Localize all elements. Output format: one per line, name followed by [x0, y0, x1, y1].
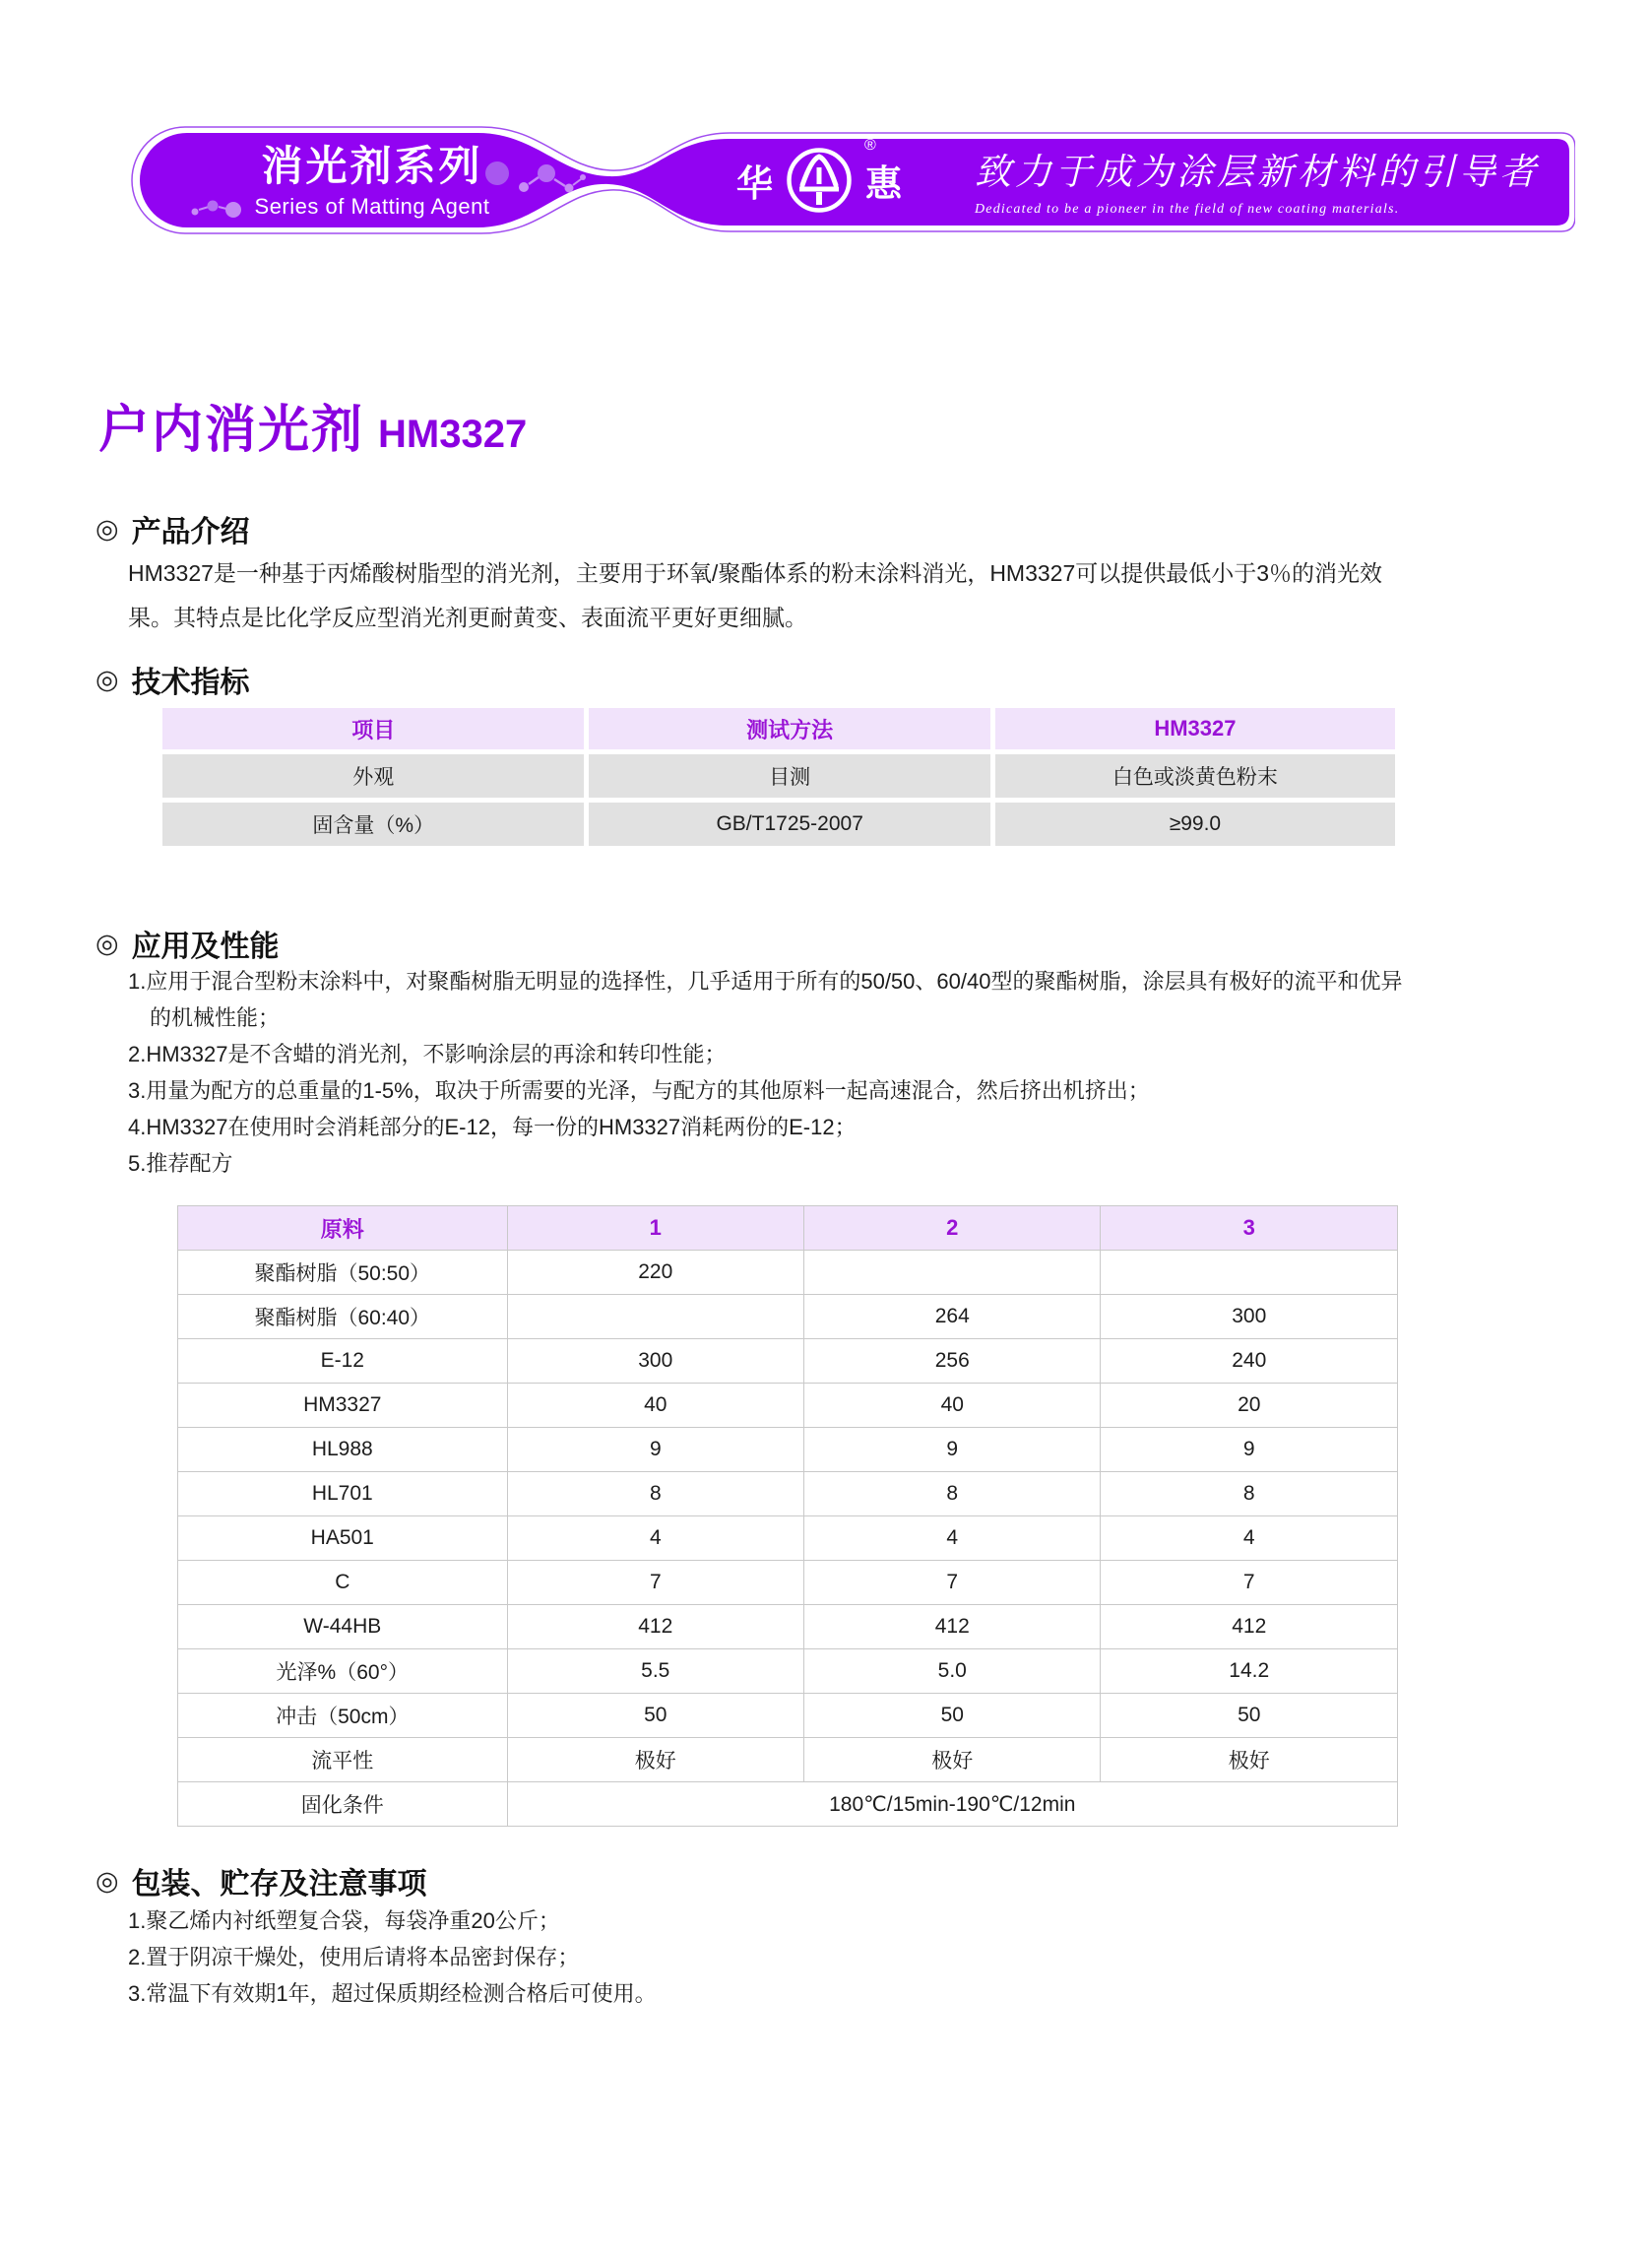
- formulation-row: [178, 1649, 1398, 1694]
- company-logo: [736, 124, 902, 236]
- application-item: 2.HM3327是不含蜡的消光剂，不影响涂层的再涂和转印性能；: [128, 1042, 727, 1066]
- application-item: 4.HM3327在使用时会消耗部分的E-12，每一份的HM3327消耗两份的E-12；: [128, 1115, 857, 1139]
- application-item: 1.应用于混合型粉末涂料中，对聚酯树脂无明显的选择性，几乎适用于所有的50/50、60/40型的聚酯树脂，涂层具有极好的流平和优异的机械性能；: [128, 969, 1403, 1030]
- application-list: [128, 963, 1418, 1182]
- formulation-cell: 40: [804, 1384, 1101, 1428]
- formulation-cell: 50: [507, 1694, 803, 1738]
- spec-row: [162, 803, 1395, 846]
- header-banner: [84, 124, 1575, 236]
- formulation-table: [177, 1205, 1398, 1827]
- section-marker-icon: ◎: [95, 928, 119, 958]
- formulation-cell: 冲击（50cm）: [178, 1694, 508, 1738]
- section-heading-packaging: [95, 1859, 427, 1902]
- logo-emblem-icon: [780, 141, 858, 220]
- spec-row: [162, 754, 1395, 798]
- formulation-cure-row: [178, 1782, 1398, 1827]
- packaging-list: [128, 1902, 1418, 2012]
- formulation-cell: 7: [1101, 1561, 1398, 1605]
- formulation-cell: 412: [1101, 1605, 1398, 1649]
- formulation-col-header: 2: [804, 1206, 1101, 1251]
- page-title-zh: 户内消光剂: [98, 402, 365, 459]
- intro-paragraph: HM3327是一种基于丙烯酸树脂型的消光剂，主要用于环氧/聚酯体系的粉末涂料消光，HM3327可以提供最低小于3％的消光效果。其特点是比化学反应型消光剂更耐黄变、表面流平更好更细腻。: [128, 560, 1383, 630]
- formulation-cell: 流平性: [178, 1738, 508, 1782]
- formulation-cell: 9: [804, 1428, 1101, 1472]
- registered-mark-icon: ®: [864, 137, 876, 154]
- formulation-cell: 7: [804, 1561, 1101, 1605]
- formulation-row: [178, 1472, 1398, 1516]
- application-item: 3.用量为配方的总重量的1-5%，取决于所需要的光泽，与配方的其他原料一起高速混合，然后挤出机挤出；: [128, 1078, 1150, 1103]
- formulation-cell: 4: [1101, 1516, 1398, 1561]
- formulation-row: [178, 1605, 1398, 1649]
- packaging-item: 2.置于阴凉干燥处，使用后请将本品密封保存；: [128, 1945, 580, 1969]
- formulation-row: [178, 1738, 1398, 1782]
- formulation-cell: 极好: [1101, 1738, 1398, 1782]
- formulation-cure-value: 180℃/15min-190℃/12min: [507, 1782, 1397, 1827]
- formulation-row: [178, 1295, 1398, 1339]
- formulation-cell: 固化条件: [178, 1782, 508, 1827]
- formulation-row: [178, 1561, 1398, 1605]
- packaging-heading-label: 包装、贮存及注意事项: [131, 1868, 427, 1901]
- formulation-cell: 5.5: [507, 1649, 803, 1694]
- spec-cell: ≥99.0: [995, 803, 1395, 846]
- formulation-cell: 4: [507, 1516, 803, 1561]
- formulation-cell: 8: [1101, 1472, 1398, 1516]
- section-heading-specs: [95, 658, 250, 701]
- formulation-cell: 9: [507, 1428, 803, 1472]
- application-item: 5.推荐配方: [128, 1151, 233, 1176]
- spec-table: [158, 703, 1400, 851]
- formulation-cell: HL988: [178, 1428, 508, 1472]
- slogan: [975, 142, 1540, 218]
- spec-cell: 固含量（%）: [162, 803, 584, 846]
- formulation-cell: HL701: [178, 1472, 508, 1516]
- formulation-row: [178, 1428, 1398, 1472]
- formulation-cell: W-44HB: [178, 1605, 508, 1649]
- page-title-code: HM3327: [378, 413, 528, 456]
- formulation-cell: 聚酯树脂（50:50）: [178, 1251, 508, 1295]
- series-title: [210, 144, 535, 220]
- formulation-cell: 14.2: [1101, 1649, 1398, 1694]
- formulation-cell: 极好: [804, 1738, 1101, 1782]
- formulation-cell: 4: [804, 1516, 1101, 1561]
- formulation-cell: 50: [804, 1694, 1101, 1738]
- formulation-cell: [507, 1295, 803, 1339]
- formulation-cell: 412: [804, 1605, 1101, 1649]
- spec-cell: 白色或淡黄色粉末: [995, 754, 1395, 798]
- formulation-cell: 20: [1101, 1384, 1398, 1428]
- packaging-item: 1.聚乙烯内衬纸塑复合袋，每袋净重20公斤；: [128, 1908, 560, 1933]
- spec-col-header: 测试方法: [589, 708, 989, 749]
- formulation-cell: C: [178, 1561, 508, 1605]
- formulation-cell: 256: [804, 1339, 1101, 1384]
- formulation-cell: 9: [1101, 1428, 1398, 1472]
- formulation-cell: 240: [1101, 1339, 1398, 1384]
- slogan-en: Dedicated to be a pioneer in the field of new coating materials.: [975, 202, 1400, 217]
- formulation-cell: [804, 1251, 1101, 1295]
- series-title-zh: 消光剂系列: [261, 143, 483, 189]
- spec-cell: 外观: [162, 754, 584, 798]
- logo-right-char: 惠: [865, 163, 902, 204]
- formulation-cell: 40: [507, 1384, 803, 1428]
- formulation-col-header: 1: [507, 1206, 803, 1251]
- spec-col-header: 项目: [162, 708, 584, 749]
- formulation-cell: E-12: [178, 1339, 508, 1384]
- formulation-col-header: 原料: [178, 1206, 508, 1251]
- packaging-item: 3.常温下有效期1年，超过保质期经检测合格后可使用。: [128, 1981, 657, 2006]
- spec-cell: 目测: [589, 754, 989, 798]
- formulation-cell: HM3327: [178, 1384, 508, 1428]
- formulation-cell: 50: [1101, 1694, 1398, 1738]
- formulation-col-header: 3: [1101, 1206, 1398, 1251]
- specs-heading-label: 技术指标: [131, 667, 250, 699]
- formulation-cell: 412: [507, 1605, 803, 1649]
- spec-cell: GB/T1725-2007: [589, 803, 989, 846]
- intro-heading-label: 产品介绍: [131, 516, 250, 548]
- formulation-cell: 7: [507, 1561, 803, 1605]
- formulation-cell: 光泽%（60°）: [178, 1649, 508, 1694]
- slogan-zh: 致力于成为涂层新材料的引导者: [975, 153, 1540, 193]
- formulation-cell: 264: [804, 1295, 1101, 1339]
- section-marker-icon: ◎: [95, 513, 119, 544]
- formulation-row: [178, 1251, 1398, 1295]
- formulation-cell: 5.0: [804, 1649, 1101, 1694]
- formulation-cell: 聚酯树脂（60:40）: [178, 1295, 508, 1339]
- formulation-row: [178, 1339, 1398, 1384]
- formulation-cell: 8: [507, 1472, 803, 1516]
- section-marker-icon: ◎: [95, 1865, 119, 1896]
- logo-left-char: 华: [736, 163, 773, 204]
- section-marker-icon: ◎: [95, 664, 119, 694]
- formulation-cell: 300: [1101, 1295, 1398, 1339]
- formulation-cell: 300: [507, 1339, 803, 1384]
- formulation-cell: [1101, 1251, 1398, 1295]
- formulation-header-row: [178, 1206, 1398, 1251]
- formulation-row: [178, 1694, 1398, 1738]
- series-title-en: Series of Matting Agent: [254, 194, 490, 220]
- formulation-row: [178, 1384, 1398, 1428]
- application-heading-label: 应用及性能: [131, 931, 280, 963]
- formulation-row: [178, 1516, 1398, 1561]
- page-title: [98, 388, 527, 462]
- formulation-cell: HA501: [178, 1516, 508, 1561]
- section-heading-application: [95, 922, 280, 965]
- spec-col-header: HM3327: [995, 708, 1395, 749]
- spec-header-row: [162, 708, 1395, 749]
- formulation-cell: 220: [507, 1251, 803, 1295]
- section-heading-intro: [95, 507, 250, 550]
- formulation-cell: 极好: [507, 1738, 803, 1782]
- formulation-cell: 8: [804, 1472, 1101, 1516]
